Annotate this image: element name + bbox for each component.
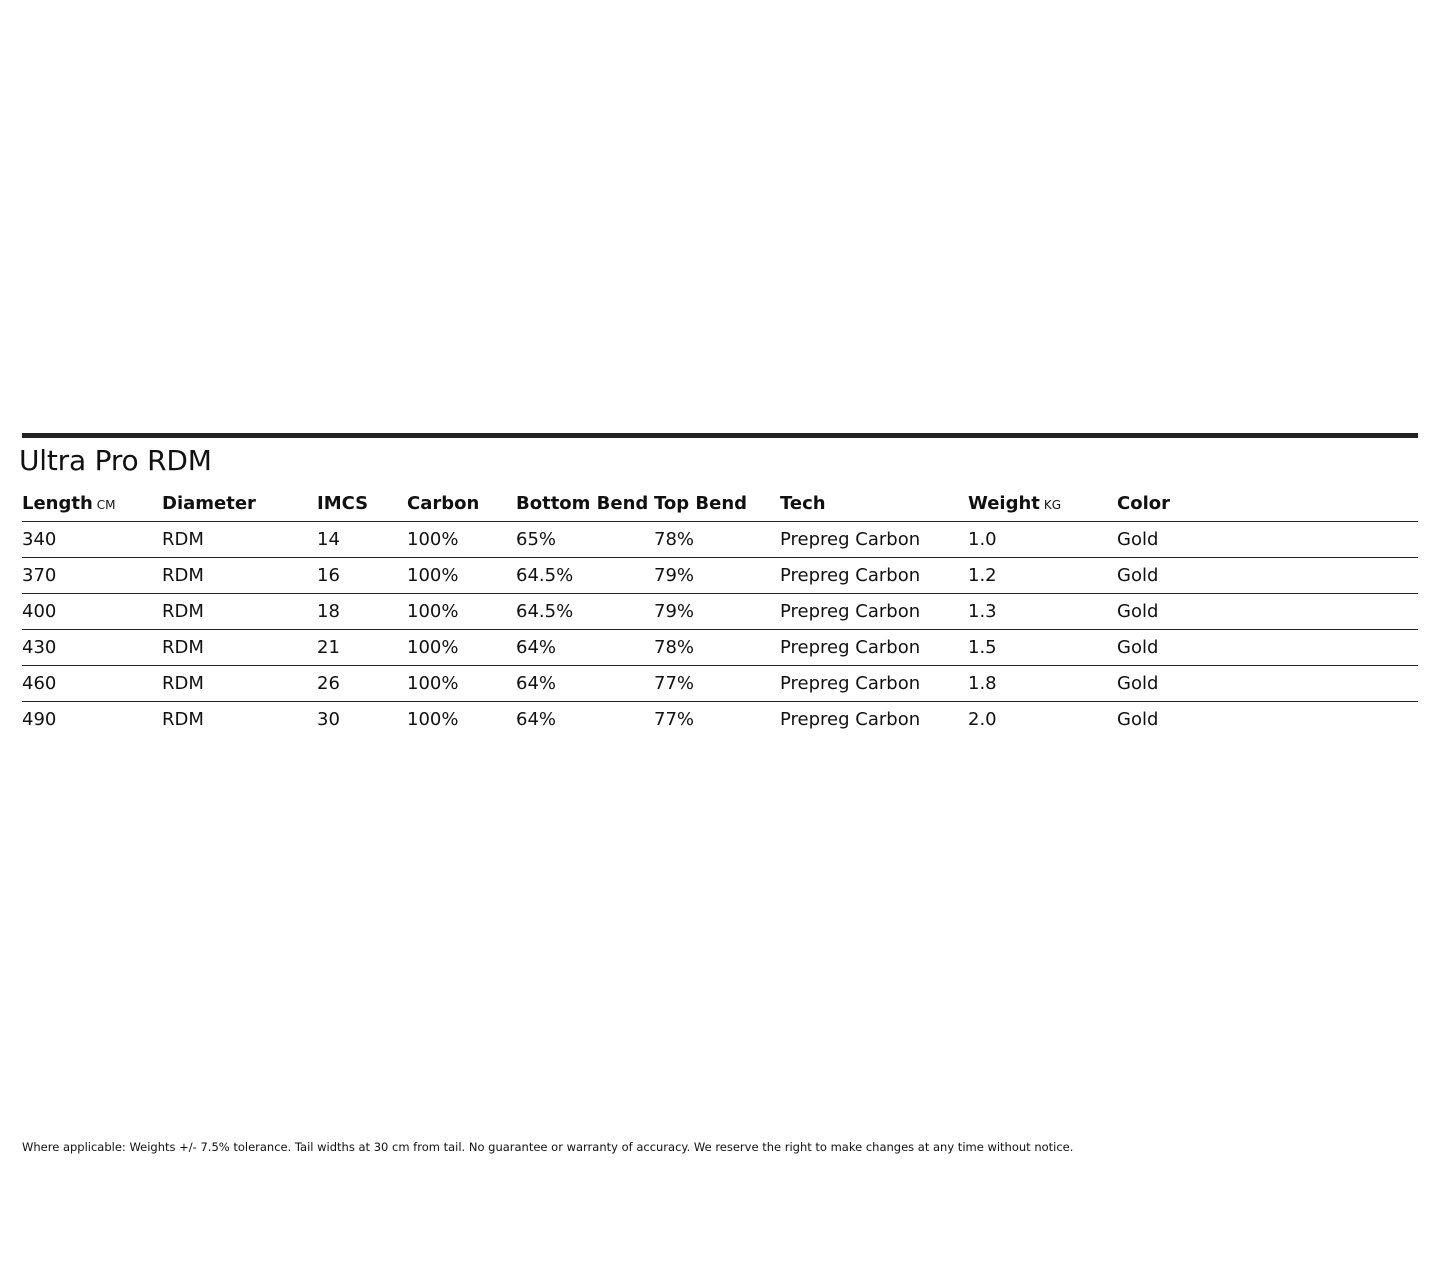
header-weight xyxy=(968,486,1117,522)
cell-weight: 1.2 xyxy=(968,558,1117,594)
cell-bottom-bend: 64.5% xyxy=(516,594,654,630)
cell-length: 370 xyxy=(22,558,162,594)
table-row xyxy=(22,702,1418,738)
cell-imcs: 16 xyxy=(317,558,407,594)
cell-diameter: RDM xyxy=(162,558,317,594)
cell-tech: Prepreg Carbon xyxy=(780,529,921,550)
cell-bottom-bend: 64% xyxy=(516,666,654,702)
cell-color: Gold xyxy=(1117,666,1418,702)
cell-top-bend: 78% xyxy=(654,529,695,550)
cell-bottom-bend: 65% xyxy=(516,529,557,550)
header-top-bend: Top Bend xyxy=(654,486,780,522)
cell-weight: 1.8 xyxy=(968,666,1117,702)
header-tech: Tech xyxy=(780,486,968,522)
cell-tech: Prepreg Carbon xyxy=(780,630,968,666)
cell-weight: 1.5 xyxy=(968,630,1117,666)
header-weight-unit: KG xyxy=(1043,498,1062,512)
cell-length: 490 xyxy=(22,702,162,738)
cell-length: 460 xyxy=(22,666,162,702)
header-length-unit: CM xyxy=(96,498,116,512)
cell-top-bend: 79% xyxy=(654,594,780,630)
cell-weight: 1.0 xyxy=(968,529,997,550)
table-row xyxy=(22,594,1418,630)
cell-diameter: RDM xyxy=(162,702,317,738)
cell-length: 400 xyxy=(22,594,162,630)
cell-top-bend: 77% xyxy=(654,666,780,702)
cell-weight: 2.0 xyxy=(968,702,1117,738)
cell-carbon: 100% xyxy=(407,594,516,630)
cell-diameter: RDM xyxy=(162,594,317,630)
cell-carbon: 100% xyxy=(407,529,459,550)
cell-diameter: RDM xyxy=(162,529,204,550)
cell-length: 340 xyxy=(22,529,57,550)
header-color: Color xyxy=(1117,486,1418,522)
table-row xyxy=(22,630,1418,666)
cell-bottom-bend: 64% xyxy=(516,630,654,666)
cell-imcs: 26 xyxy=(317,666,407,702)
cell-carbon: 100% xyxy=(407,630,516,666)
header-diameter: Diameter xyxy=(162,486,317,522)
table-header-row xyxy=(22,486,1418,522)
cell-top-bend: 79% xyxy=(654,558,780,594)
cell-bottom-bend: 64% xyxy=(516,702,654,738)
top-divider xyxy=(22,433,1418,438)
table-row xyxy=(22,522,1418,558)
cell-tech: Prepreg Carbon xyxy=(780,594,968,630)
cell-color: Gold xyxy=(1117,529,1159,550)
spec-section xyxy=(19,433,1418,730)
cell-imcs: 18 xyxy=(317,594,407,630)
cell-color: Gold xyxy=(1117,594,1418,630)
header-length-label: Length xyxy=(22,493,93,514)
cell-tech: Prepreg Carbon xyxy=(780,558,968,594)
cell-carbon: 100% xyxy=(407,558,516,594)
header-length xyxy=(22,486,162,522)
cell-top-bend: 77% xyxy=(654,702,780,738)
cell-diameter: RDM xyxy=(162,630,317,666)
header-bottom-bend: Bottom Bend xyxy=(516,486,654,522)
cell-imcs: 21 xyxy=(317,630,407,666)
cell-color: Gold xyxy=(1117,702,1418,738)
cell-carbon: 100% xyxy=(407,666,516,702)
cell-color: Gold xyxy=(1117,558,1418,594)
cell-top-bend: 78% xyxy=(654,630,780,666)
header-carbon: Carbon xyxy=(407,486,516,522)
header-imcs: IMCS xyxy=(317,486,407,522)
cell-tech: Prepreg Carbon xyxy=(780,666,968,702)
cell-bottom-bend: 64.5% xyxy=(516,558,654,594)
spec-table xyxy=(22,486,1418,737)
cell-weight: 1.3 xyxy=(968,594,1117,630)
product-title: Ultra Pro RDM xyxy=(19,444,212,477)
cell-carbon: 100% xyxy=(407,702,516,738)
cell-length: 430 xyxy=(22,630,162,666)
cell-color: Gold xyxy=(1117,630,1418,666)
cell-imcs: 14 xyxy=(317,529,340,550)
cell-diameter: RDM xyxy=(162,666,317,702)
disclaimer-text: Where applicable: Weights +/- 7.5% tolerance. Tail widths at 30 cm from tail. No guarantee or warranty of accuracy. We reserve the right to make changes at any time without notice. xyxy=(22,1140,1074,1154)
cell-imcs: 30 xyxy=(317,702,407,738)
table-row xyxy=(22,558,1418,594)
table-row xyxy=(22,666,1418,702)
cell-tech: Prepreg Carbon xyxy=(780,702,968,738)
header-weight-label: Weight xyxy=(968,493,1040,514)
